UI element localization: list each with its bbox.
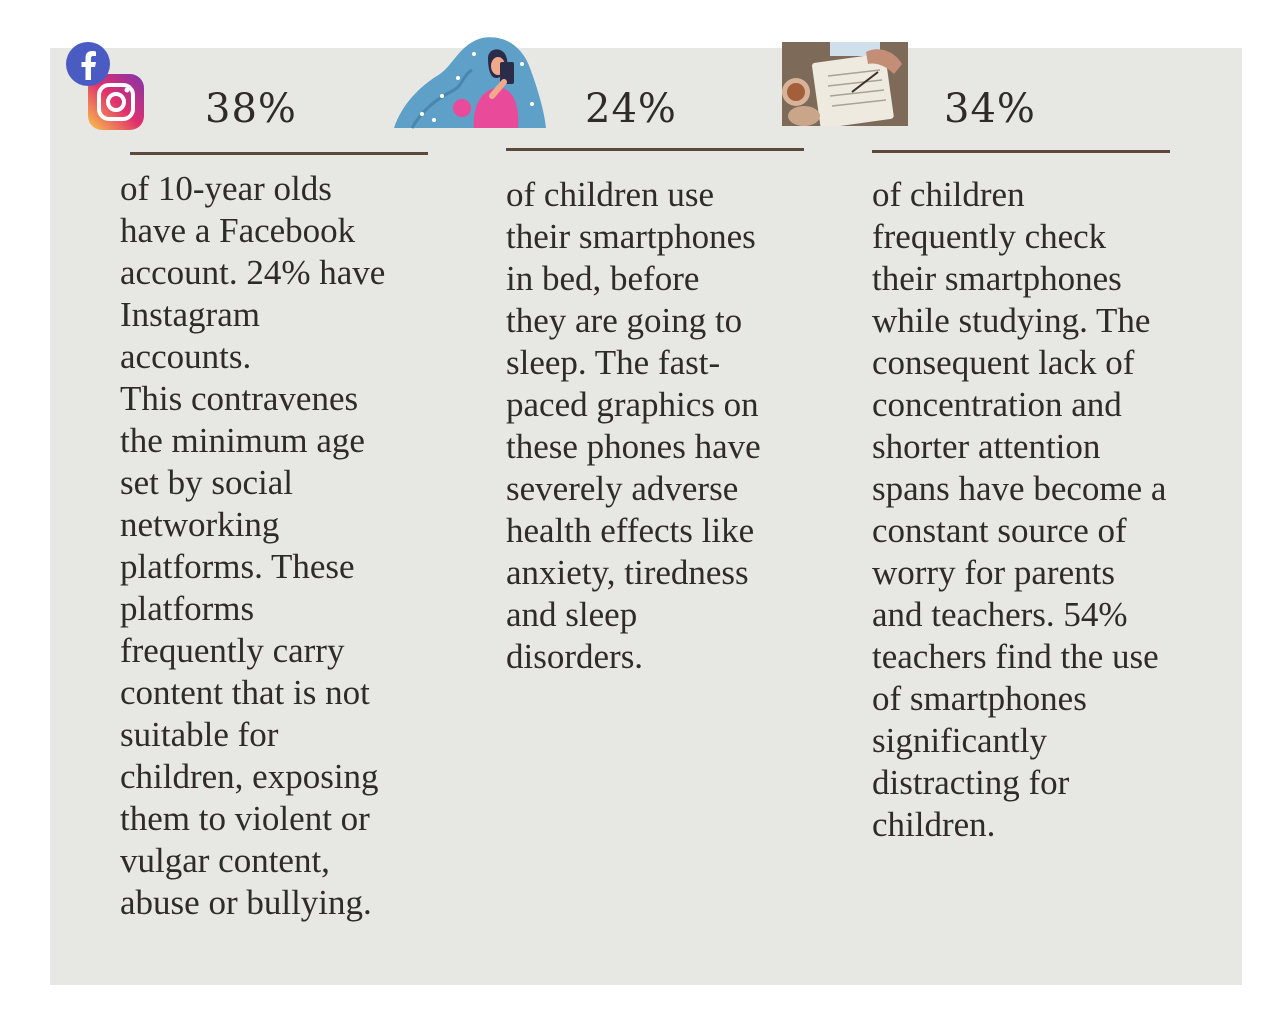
stat-description: of children frequently check their smartphones while studying. The consequent lack of concentration and shorter attention spans have become a constant source of worry for parents and teachers. 54% teachers find the use of smartphones significantly distracting for children. xyxy=(872,175,1167,844)
divider xyxy=(506,148,804,151)
divider xyxy=(130,152,428,155)
studying-photo xyxy=(782,42,908,126)
stat-percent: 38% xyxy=(205,86,297,132)
social-icons xyxy=(64,40,148,132)
stat-description: of children use their smartphones in bed, before they are going to sleep. The fast- paced graphics on these phones have severely adverse health effects like anxiety, tiredness and sleep disorders. xyxy=(506,175,761,676)
illustration xyxy=(392,34,548,130)
facebook-instagram-icon xyxy=(64,40,148,132)
stat-percent: 24% xyxy=(585,86,677,132)
stat-percent: 34% xyxy=(944,86,1036,132)
divider xyxy=(872,150,1170,153)
photo xyxy=(782,42,908,126)
person-with-phone-illustration xyxy=(392,34,548,130)
stat-description: of 10-year olds have a Facebook account. 24% have Instagram accounts. This contravenes the minimum age set by social networking platforms. These platforms frequently carry content that is not suitable for children, exposing them to violent or vulgar content, abuse or bullying. xyxy=(120,169,386,922)
